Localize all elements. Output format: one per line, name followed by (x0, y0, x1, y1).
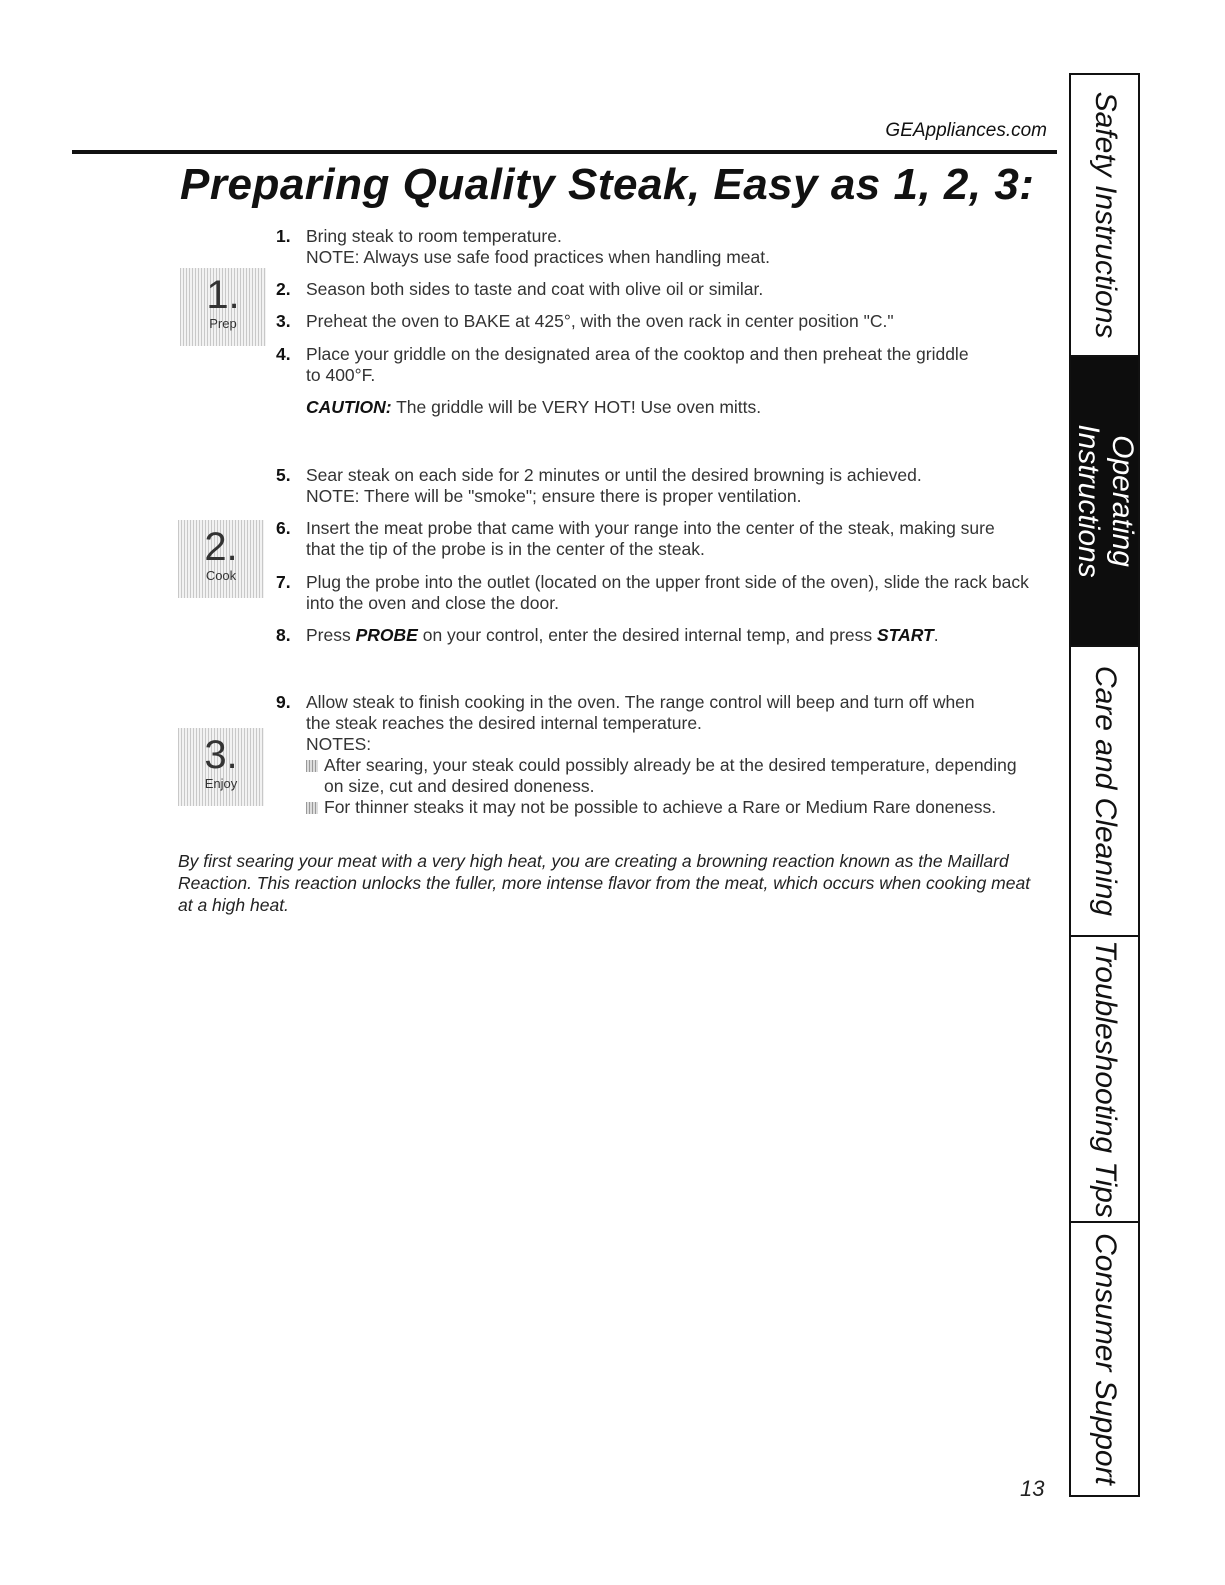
bullet-square-icon (306, 802, 318, 814)
step-badge-enjoy (178, 728, 264, 806)
tab-consumer-support[interactable] (1071, 1223, 1138, 1495)
bullet-square-icon (306, 760, 318, 772)
step-badge-prep (180, 268, 266, 346)
badge-number: 2. (204, 525, 238, 569)
step-text: into the oven and close the door. (306, 593, 559, 613)
badge-label: Prep (209, 316, 237, 331)
step-number: 9. (276, 692, 291, 712)
step-5 (276, 465, 1036, 507)
start-keyword: START (877, 625, 934, 645)
tab-label (1088, 92, 1122, 339)
step-2 (276, 279, 1036, 300)
step-1 (276, 226, 1036, 268)
note-text: After searing, your steak could possibly already be at the desired temperature, depending (324, 755, 1017, 775)
tab-operating-instructions[interactable] (1071, 357, 1138, 647)
note-bullet (306, 755, 1036, 797)
badge-number: 3. (204, 733, 238, 777)
step-number: 8. (276, 625, 291, 645)
page-title: Preparing Quality Steak, Easy as 1, 2, 3: (180, 160, 1035, 209)
notes-heading: NOTES: (306, 734, 372, 754)
tab-care-and-cleaning[interactable] (1071, 647, 1138, 937)
step-4 (276, 344, 1036, 386)
step-text: to 400°F. (306, 365, 376, 385)
tab-label (1088, 1233, 1122, 1485)
tab-label-line: Safety Instructions (1088, 91, 1122, 339)
tab-label-line: Consumer Support (1088, 1233, 1122, 1485)
note-text: on size, cut and desired doneness. (324, 776, 595, 796)
tab-label-line: Care and Cleaning (1088, 665, 1122, 917)
step-text: that the tip of the probe is in the center of the steak. (306, 539, 705, 559)
note-bullet (306, 797, 1036, 818)
tab-safety-instructions[interactable] (1071, 75, 1138, 357)
step-number: 3. (276, 311, 291, 331)
step-text: Place your griddle on the designated area of the cooktop and then preheat the griddle (306, 344, 969, 364)
section-tabs (1069, 73, 1140, 1497)
badge-label: Cook (205, 568, 237, 583)
step-text: on your control, enter the desired internal temp, and press (417, 625, 877, 645)
step-text: Insert the meat probe that came with your range into the center of the steak, making sure (306, 518, 995, 538)
step-text: Sear steak on each side for 2 minutes or until the desired browning is achieved. (306, 465, 922, 485)
step-text: Bring steak to room temperature. (306, 226, 562, 246)
caution-text (306, 397, 761, 418)
step-text: Preheat the oven to BAKE at 425°, with the oven rack in center position "C." (306, 311, 894, 331)
tab-label (1088, 940, 1122, 1218)
step-badge-cook (178, 520, 264, 598)
step-number: 7. (276, 572, 291, 592)
step-text: Season both sides to taste and coat with olive oil or similar. (306, 279, 764, 299)
step-8 (276, 625, 1036, 646)
badge-number: 1. (206, 273, 240, 317)
header-rule (72, 150, 1057, 154)
step-number: 5. (276, 465, 291, 485)
step-number: 4. (276, 344, 291, 364)
step-text: the steak reaches the desired internal temperature. (306, 713, 702, 733)
step-6 (276, 518, 1036, 560)
tab-label (1071, 424, 1139, 577)
maillard-note: By first searing your meat with a very high heat, you are creating a browning reaction known as the Maillard Reaction. This reaction unlocks the fuller, more intense flavor from the meat, which occurs when cooking meat at a high heat. (178, 851, 1031, 915)
caution-label: CAUTION: (306, 397, 392, 417)
badge-label: Enjoy (204, 776, 238, 791)
page-number: 13 (1020, 1476, 1045, 1501)
step-3 (276, 311, 1036, 332)
step-note: NOTE: Always use safe food practices when handling meat. (306, 247, 770, 267)
step-number: 2. (276, 279, 291, 299)
step-number: 1. (276, 226, 291, 246)
step-text: . (933, 625, 939, 645)
tab-troubleshooting-tips[interactable] (1071, 937, 1138, 1223)
step-7 (276, 572, 1036, 614)
step-text: Plug the probe into the outlet (located on the upper front side of the oven), slide the rack back (306, 572, 1029, 592)
tab-label-line: Instructions (1071, 424, 1105, 578)
caution-body: The griddle will be VERY HOT! Use oven mitts. (391, 397, 762, 417)
tab-label-line: Troubleshooting Tips (1088, 940, 1122, 1218)
note-text: For thinner steaks it may not be possible to achieve a Rare or Medium Rare doneness. (324, 797, 997, 817)
step-note: NOTE: There will be "smoke"; ensure there is proper ventilation. (306, 486, 802, 506)
step-text: Press (306, 625, 356, 645)
site-url: GEAppliances.com (885, 120, 1047, 141)
step-number: 6. (276, 518, 291, 538)
probe-keyword: PROBE (355, 625, 418, 645)
step-9 (276, 692, 1036, 818)
step-text: Allow steak to finish cooking in the oven. The range control will beep and turn off when (306, 692, 975, 712)
tab-label (1088, 666, 1122, 916)
tab-label-line: Operating (1105, 435, 1139, 567)
